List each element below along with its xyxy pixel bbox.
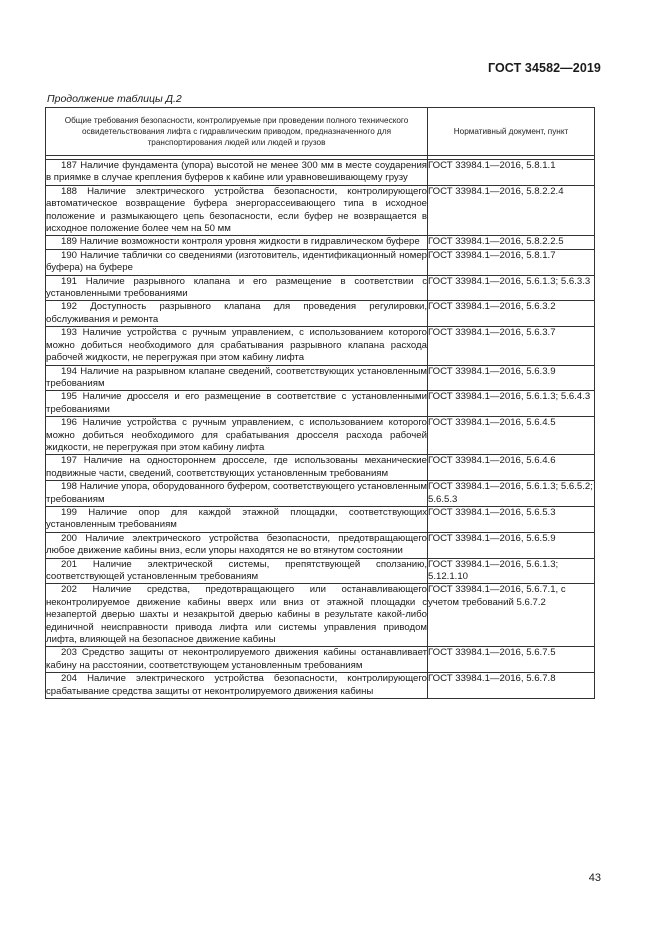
standard-reference-cell: ГОСТ 33984.1—2016, 5.6.1.3; 5.6.4.3 [428, 391, 595, 417]
standard-reference-cell: ГОСТ 33984.1—2016, 5.6.5.9 [428, 532, 595, 558]
table-row [46, 301, 595, 327]
requirement-number: 202 [61, 584, 78, 596]
table-header-row [46, 108, 595, 156]
table-row [46, 236, 595, 249]
requirements-table [45, 107, 595, 699]
requirement-text: Наличие на разрывном клапане сведений, соответствующих установленным требованиям [46, 365, 427, 389]
column-header-standard: Нормативный документ, пункт [428, 108, 595, 156]
requirement-number: 192 [61, 301, 78, 313]
requirement-cell [46, 481, 428, 507]
requirement-cell [46, 558, 428, 584]
requirement-text: Наличие фундамента (упора) высотой не менее 300 мм в месте соударения в приямке в случае крепления буферов к кабине или уравновешивающему грузу [46, 160, 428, 184]
standard-reference-cell: ГОСТ 33984.1—2016, 5.6.1.3; 5.6.5.2; 5.6.5.3 [428, 481, 593, 505]
table-body [46, 156, 595, 699]
requirement-number: 195 [61, 391, 78, 403]
requirement-number: 189 [61, 236, 78, 248]
requirement-text: Наличие на одностороннем дросселе, где использованы механические подвижные части, сведений, соответствующих установленным требованиям [46, 455, 427, 479]
requirement-cell [46, 185, 428, 236]
standard-reference-cell: ГОСТ 33984.1—2016, 5.6.1.3; 5.6.3.3 [428, 275, 595, 301]
requirement-text: Наличие электрического устройства безопасности, предотвращающего любое движение кабины вниз, если упоры находятся не во втянутом состоянии [46, 532, 427, 557]
requirement-cell [46, 532, 428, 558]
page-number: 43 [588, 872, 601, 884]
requirement-text: Наличие опор для каждой этажной площадки, соответствующих установленным требованиям [46, 506, 427, 531]
requirement-text: Наличие средства, предотвращающего или останавливающего неконтролируемое движение кабины вверх или вниз от этажной площадки с незапертой дверью шахты и незакрытой дверью кабины в результате какой-либо единичной неисправности привода лифта или системы управления приводом лифта, влияющей на безопасное движение кабины [46, 584, 428, 646]
standard-reference-cell: ГОСТ 33984.1—2016, 5.6.7.1, с учетом требований 5.6.7.2 [428, 584, 595, 647]
standard-reference-cell: ГОСТ 33984.1—2016, 5.8.1.7 [428, 249, 595, 275]
requirement-cell [46, 249, 428, 275]
standard-reference-cell: ГОСТ 33984.1—2016, 5.6.7.5 [428, 647, 595, 673]
table-row [46, 160, 595, 186]
standard-reference-cell: ГОСТ 33984.1—2016, 5.6.5.3 [428, 506, 595, 532]
standard-reference-cell: ГОСТ 33984.1—2016, 5.8.2.2.5 [428, 236, 595, 249]
table-row [46, 455, 595, 481]
table-continuation-label: Продолжение таблицы Д.2 [47, 93, 182, 105]
requirement-cell [46, 275, 428, 301]
requirement-number: 199 [61, 506, 78, 518]
requirement-cell [46, 506, 428, 532]
requirement-cell [46, 236, 428, 249]
standard-reference-cell: ГОСТ 33984.1—2016, 5.6.1.3; 5.12.1.10 [428, 558, 595, 584]
requirement-number: 197 [61, 455, 78, 467]
requirement-number: 194 [61, 365, 78, 377]
requirement-cell [46, 673, 428, 699]
table-row [46, 584, 595, 647]
requirement-cell [46, 647, 428, 673]
standard-reference-cell: ГОСТ 33984.1—2016, 5.6.3.9 [428, 365, 595, 391]
requirement-text: Наличие упора, оборудованного буфером, соответствующего установленным требованиям [46, 481, 427, 505]
requirement-number: 203 [61, 647, 78, 659]
requirement-cell [46, 160, 428, 186]
table-row [46, 673, 595, 699]
column-header-requirements: Общие требования безопасности, контролируемые при проведении полного технического освидетельствования лифта с гидравлическим приводом, предназначенного для транспортирования людей или людей и грузов [46, 108, 428, 156]
requirement-text: Наличие возможности контроля уровня жидкости в гидравлическом буфере [79, 236, 420, 248]
table-row [46, 647, 595, 673]
table-row [46, 249, 595, 275]
requirement-cell [46, 365, 428, 391]
requirement-number: 187 [61, 160, 78, 171]
requirement-number: 190 [61, 249, 78, 261]
requirement-cell [46, 417, 428, 455]
requirement-number: 188 [61, 185, 78, 197]
requirement-cell [46, 301, 428, 327]
requirement-cell [46, 455, 428, 481]
standard-reference-cell: ГОСТ 33984.1—2016, 5.6.3.2 [428, 301, 595, 327]
requirement-cell [46, 391, 428, 417]
requirement-text: Средство защиты от неконтролируемого движения кабины останавливает кабину на расстоянии, соответствующем установленным требованиям [46, 647, 427, 671]
standard-reference-cell: ГОСТ 33984.1—2016, 5.6.7.8 [428, 673, 595, 699]
table-row [46, 481, 595, 507]
table-row [46, 532, 595, 558]
requirement-number: 201 [61, 558, 78, 570]
table-row [46, 391, 595, 417]
table-row [46, 417, 595, 455]
table-row [46, 506, 595, 532]
requirement-text: Доступность разрывного клапана для проведения регулировки, обслуживания и ремонта [46, 301, 427, 325]
table-row [46, 558, 595, 584]
requirement-number: 196 [61, 417, 78, 429]
table-row [46, 275, 595, 301]
requirement-text: Наличие таблички со сведениями (изготовитель, идентификационный номер буфера) на буфере [46, 249, 427, 274]
requirement-number: 193 [61, 327, 78, 339]
requirement-cell [46, 584, 428, 647]
standard-reference-cell: ГОСТ 33984.1—2016, 5.8.2.2.4 [428, 185, 595, 236]
document-code: ГОСТ 34582—2019 [487, 61, 601, 75]
requirement-number: 204 [61, 673, 78, 685]
standard-reference-cell: ГОСТ 33984.1—2016, 5.6.4.5 [428, 417, 595, 455]
table-row [46, 185, 595, 236]
requirement-text: Наличие электрической системы, препятствующей сползанию, соответствующей установленным требованиям [46, 558, 427, 582]
requirement-cell [46, 327, 428, 365]
requirement-text: Наличие устройства с ручным управлением, с использованием которого можно добиться необходимого для срабатывания разрывного клапана расхода рабочей жидкости, не перегружая при этом кабину лифта [46, 327, 427, 364]
requirement-number: 191 [61, 275, 78, 287]
standard-reference-cell: ГОСТ 33984.1—2016, 5.6.3.7 [428, 327, 595, 365]
table-row [46, 365, 595, 391]
requirement-text: Наличие электрического устройства безопасности, контролирующего автоматическое возвращение буфера энергорассеивающего типа в исходное положение и размыкающего цепь безопасности, если буфер не возвращается в исходное положение более чем на 50 мм [46, 185, 427, 235]
requirement-number: 200 [61, 532, 78, 544]
standard-reference-cell: ГОСТ 33984.1—2016, 5.6.4.6 [428, 455, 595, 481]
standard-reference-cell: ГОСТ 33984.1—2016, 5.8.1.1 [428, 160, 595, 186]
table-row [46, 327, 595, 365]
requirement-text: Наличие дросселя и его размещение в соответствие с установленными требованиями [46, 391, 427, 415]
requirement-number: 198 [61, 481, 78, 493]
requirement-text: Наличие устройства с ручным управлением, с использованием которого можно добиться необходимого для срабатывания дросселя расхода рабочей жидкости, не перегружая при этом кабину лифта [46, 417, 427, 453]
requirement-text: Наличие электрического устройства безопасности, контролирующего срабатывание средства защиты от неконтролируемого движения кабины [46, 673, 427, 697]
requirement-text: Наличие разрывного клапана и его размещение в соответствии с установленными требованиями [46, 275, 427, 300]
